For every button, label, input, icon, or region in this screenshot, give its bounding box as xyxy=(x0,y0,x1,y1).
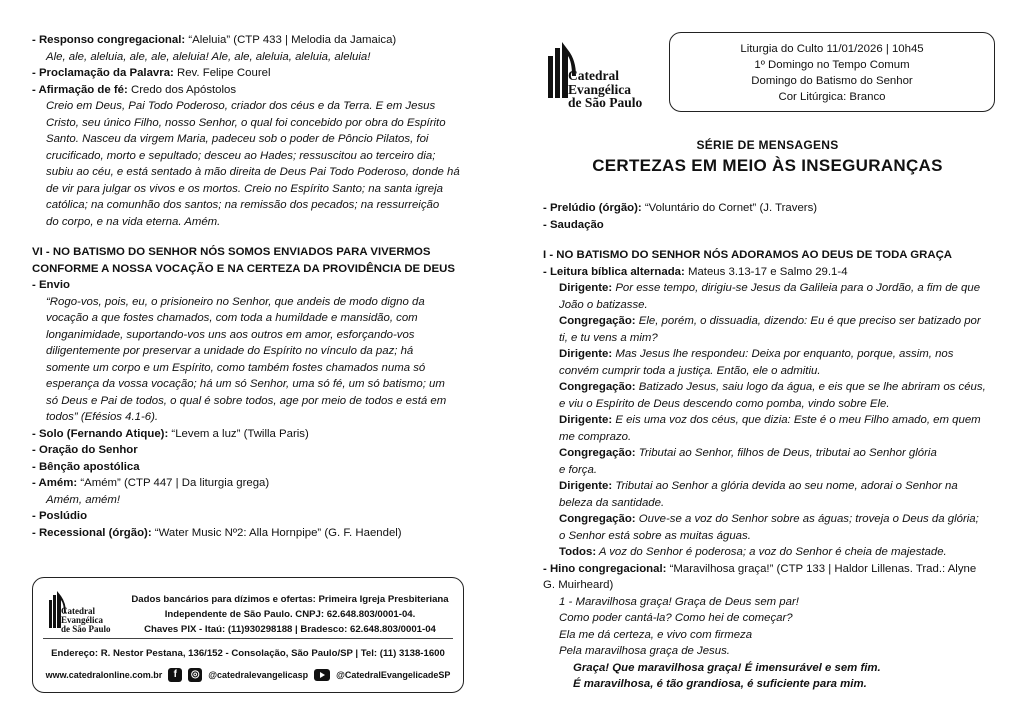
creed-line: Cristo, seu único Filho, nosso Senhor, o qual foi concebido por obra do Espírito xyxy=(46,116,446,129)
creed-line: Creio em Deus, Pai Todo Poderoso, criador dos céus e da Terra. E em Jesus xyxy=(46,100,436,112)
youtube-icon[interactable] xyxy=(314,669,330,681)
oracao-item: - Oração do Senhor xyxy=(32,444,138,456)
creed-line: católica; na comunhão dos santos; na remissão dos pecados; na ressurreição xyxy=(46,199,440,211)
series-title: CERTEZAS EM MEIO ÀS INSEGURANÇAS xyxy=(592,156,943,175)
creed-line: Santo. Nasceu da virgem Maria, padeceu sob o poder de Pôncio Pilatos, foi xyxy=(46,133,429,145)
right-column xyxy=(543,200,992,693)
recessional-label: - Recessional (órgão): xyxy=(32,526,152,539)
reading-line: o Senhor está sobre as muitas águas. xyxy=(559,529,751,542)
reading-text: Tributai ao Senhor, filhos de Deus, tributai ao Senhor glória xyxy=(635,447,937,459)
hino-label: - Hino congregacional: xyxy=(543,562,667,575)
hino-item xyxy=(543,561,992,578)
preludio-text: “Voluntário do Cornet” (J. Travers) xyxy=(641,202,818,214)
reading-line: convém cumprir toda a justiça. Então, ele o admitiu. xyxy=(559,364,821,377)
bank-line: Independente de São Paulo. CNPJ: 62.648.803/0001-04. xyxy=(164,609,416,620)
hymn-line: Pela maravilhosa graça de Jesus. xyxy=(559,645,730,657)
afirmacao-text: Credo dos Apóstolos xyxy=(127,83,237,96)
reading-speaker: Dirigente: xyxy=(559,480,613,492)
logo-line-1: Catedral xyxy=(568,68,619,83)
preludio-label: - Prelúdio (órgão): xyxy=(543,202,642,214)
reading-line xyxy=(559,280,992,297)
responso-item xyxy=(32,32,480,49)
instagram-icon[interactable]: ◎ xyxy=(188,668,202,682)
logo-small-line-2: Evangélica xyxy=(61,615,103,625)
reading-text: Batizado Jesus, saiu logo da água, e eis que se lhe abriram os céus, xyxy=(635,381,986,393)
leitura-item xyxy=(543,264,992,281)
instagram-handle[interactable]: @catedralevangelicasp xyxy=(208,670,309,680)
recessional-text: “Water Music Nº2: Alla Hornpipe” (G. F. Haendel) xyxy=(151,526,402,539)
reading-text: E eis uma voz dos céus, que dizia: Este é o meu Filho amado, em quem xyxy=(612,414,981,426)
amem-label: - Amém: xyxy=(32,477,78,489)
reading-line: ti, e tu vens a mim? xyxy=(559,331,658,344)
logo-small-line-1: Catedral xyxy=(61,606,95,616)
chorus-line: É maravilhosa, é tão grandiosa, é suficiente para mim. xyxy=(573,678,867,690)
logo-small-line-3: de São Paulo xyxy=(61,624,111,634)
hymn-line: Ela me dá certeza, e vivo com firmeza xyxy=(559,628,753,641)
cathedral-logo-small xyxy=(47,590,117,634)
envio-line: diligentemente por preservar a unidade do Espírito no vínculo da paz; há xyxy=(46,345,414,357)
section-i-heading: I - NO BATISMO DO SENHOR NÓS ADORAMOS AO DEUS DE TODA GRAÇA xyxy=(543,249,953,261)
footer-divider xyxy=(43,638,453,639)
leitura-text: Mateus 3.13-17 e Salmo 29.1-4 xyxy=(684,265,848,278)
footer-box xyxy=(32,577,464,693)
cathedral-logo xyxy=(546,40,656,108)
section-vi-line: VI - NO BATISMO DO SENHOR NÓS SOMOS ENVIADOS PARA VIVERMOS xyxy=(32,246,431,258)
hymn-chorus xyxy=(543,660,992,693)
reading-line: João o batizasse. xyxy=(559,298,648,311)
responso-lyrics: Ale, ale, aleluia, ale, ale, aleluia! Ale, ale, aleluia, aleluia, aleluia! xyxy=(46,50,371,63)
reading-text: Ele, porém, o dissuadia, dizendo: Eu é que preciso ser batizado por xyxy=(635,315,981,327)
website-link[interactable]: www.catedralonline.com.br xyxy=(45,670,163,680)
hino-text-cont: G. Muirheard) xyxy=(543,579,614,591)
reading-text: Ouve-se a voz do Senhor sobre as águas; troveja o Deus da glória; xyxy=(635,513,979,525)
liturgy-date: Liturgia do Culto 11/01/2026 | 10h45 xyxy=(740,43,924,55)
creed-text xyxy=(32,98,480,230)
reading-speaker: Dirigente: xyxy=(559,414,613,426)
envio-line: vocação a que fostes chamados, com toda a humildade e mansidão, com xyxy=(46,312,418,324)
bencao-item: - Bênção apostólica xyxy=(32,460,140,473)
reading-speaker: Congregação: xyxy=(559,315,636,327)
saudacao-item: - Saudação xyxy=(543,218,604,231)
envio-line: todos” (Efésios 4.1-6). xyxy=(46,411,159,423)
envio-line: longanimidade, suportando-vos uns aos outros em amor, esforçando-vos xyxy=(46,328,415,341)
reading-line xyxy=(559,478,992,495)
reading-line: e força. xyxy=(559,463,597,476)
amem-item xyxy=(32,475,480,492)
hymn-line: Como poder cantá-la? Como hei de começar? xyxy=(559,612,793,624)
liturgy-sunday: 1º Domingo no Tempo Comum xyxy=(754,59,910,71)
envio-text xyxy=(32,294,480,426)
chorus-line: Graça! Que maravilhosa graça! É imensurável e sem fim. xyxy=(573,661,881,674)
proclamacao-item xyxy=(32,65,480,82)
social-links xyxy=(33,668,463,682)
envio-line: esperança da vossa vocação; há um só Senhor, uma só fé, um só batismo; um xyxy=(46,378,445,390)
preludio-item xyxy=(543,200,992,217)
responso-label: - Responso congregacional: xyxy=(32,34,186,46)
youtube-handle[interactable]: @CatedralEvangelicadeSP xyxy=(336,670,451,680)
hino-text: “Maravilhosa graça!” (CTP 133 | Haldor Lillenas. Trad.: Alyne xyxy=(666,562,977,575)
proclamacao-label: - Proclamação da Palavra: xyxy=(32,67,174,79)
hymn-lyrics xyxy=(543,594,992,660)
section-vi-line: CONFORME A NOSSA VOCAÇÃO E NA CERTEZA DA PROVIDÊNCIA DE DEUS xyxy=(32,262,455,275)
creed-line: crucificado, morto e sepultado; desceu ao Hades; ressuscitou ao terceiro dia; xyxy=(46,149,436,162)
proclamacao-text: Rev. Felipe Courel xyxy=(173,67,271,79)
reading-line xyxy=(559,511,992,528)
reading-speaker: Dirigente: xyxy=(559,282,613,294)
logo-line-2: Evangélica xyxy=(568,82,631,97)
bank-line: Dados bancários para dízimos e ofertas: Primeira Igreja Presbiteriana xyxy=(131,594,449,605)
reading-line: me comprazo. xyxy=(559,430,632,443)
reading-line xyxy=(559,379,992,396)
envio-line: só Deus e Pai de todos, o qual é sobre todos, age por meio de todos e está em xyxy=(46,394,447,407)
section-vi-heading xyxy=(32,244,480,277)
reading-speaker: Congregação: xyxy=(559,513,636,525)
envio-line: somente um corpo e um Espírito, como também fostes chamados numa só xyxy=(46,361,426,374)
creed-line: de vir para julgar os vivos e os mortos. Creio no Espírito Santo; na santa igreja xyxy=(46,182,443,195)
reading-line xyxy=(559,346,992,363)
reading-line: beleza da santidade. xyxy=(559,496,665,509)
reading-text: Por esse tempo, dirigiu-se Jesus da Galileia para o Jordão, a fim de que xyxy=(612,282,981,294)
logo-line-3: de São Paulo xyxy=(568,95,643,108)
left-column xyxy=(32,32,480,541)
reading-text: Mas Jesus lhe respondeu: Deixa por enquanto, porque, assim, nos xyxy=(612,348,954,360)
afirmacao-item xyxy=(32,82,480,99)
reading-line xyxy=(559,445,992,462)
solo-item xyxy=(32,426,480,443)
facebook-icon[interactable]: f xyxy=(168,668,182,682)
reading-text: Tributai ao Senhor a glória devida ao seu nome, adorai o Senhor na xyxy=(612,480,958,492)
reading-speaker: Dirigente: xyxy=(559,348,613,360)
responso-text: “Aleluia” (CTP 433 | Melodia da Jamaica) xyxy=(185,34,397,46)
amem-text: “Amém” (CTP 447 | Da liturgia grega) xyxy=(77,477,270,489)
creed-line: do corpo, e na vida eterna. Amém. xyxy=(46,215,221,228)
liturgy-color: Cor Litúrgica: Branco xyxy=(778,91,886,103)
creed-line: subiu ao céu, e está sentado à mão direita de Deus Pai Todo Poderoso, donde há xyxy=(46,166,460,178)
posludio-item: - Poslúdio xyxy=(32,510,88,522)
reading-line xyxy=(559,412,992,429)
reading-speaker: Congregação: xyxy=(559,381,636,393)
solo-text: “Levem a luz” (Twilla Paris) xyxy=(168,427,309,440)
reading-speaker: Congregação: xyxy=(559,447,636,459)
bank-info xyxy=(123,592,457,637)
amem-lyrics: Amém, amém! xyxy=(46,493,121,506)
liturgy-occasion: Domingo do Batismo do Senhor xyxy=(751,75,913,87)
series-label: SÉRIE DE MENSAGENS xyxy=(696,138,839,152)
envio-line: “Rogo-vos, pois, eu, o prisioneiro no Senhor, que andeis de modo digno da xyxy=(46,295,425,308)
liturgy-info-box xyxy=(669,32,995,112)
bank-line: Chaves PIX - Itaú: (11)930298188 | Bradesco: 62.648.803/0001-04 xyxy=(144,624,436,635)
responsive-reading xyxy=(543,280,992,561)
reading-line xyxy=(559,544,992,561)
solo-label: - Solo (Fernando Atique): xyxy=(32,427,169,440)
address-line: Endereço: R. Nestor Pestana, 136/152 - Consolação, São Paulo/SP | Tel: (11) 3138-1600 xyxy=(51,648,445,659)
sermon-series xyxy=(543,138,992,176)
reading-line xyxy=(559,313,992,330)
reading-line: e viu o Espírito de Deus descendo como pomba, vindo sobre Ele. xyxy=(559,397,890,410)
hymn-line: 1 - Maravilhosa graça! Graça de Deus sem par! xyxy=(559,595,799,608)
envio-item: - Envio xyxy=(32,279,70,291)
reading-speaker: Todos: xyxy=(559,546,597,558)
afirmacao-label: - Afirmação de fé: xyxy=(32,83,128,96)
reading-text: A voz do Senhor é poderosa; a voz do Senhor é cheia de majestade. xyxy=(596,546,947,558)
recessional-item xyxy=(32,525,480,542)
leitura-label: - Leitura bíblica alternada: xyxy=(543,265,685,278)
